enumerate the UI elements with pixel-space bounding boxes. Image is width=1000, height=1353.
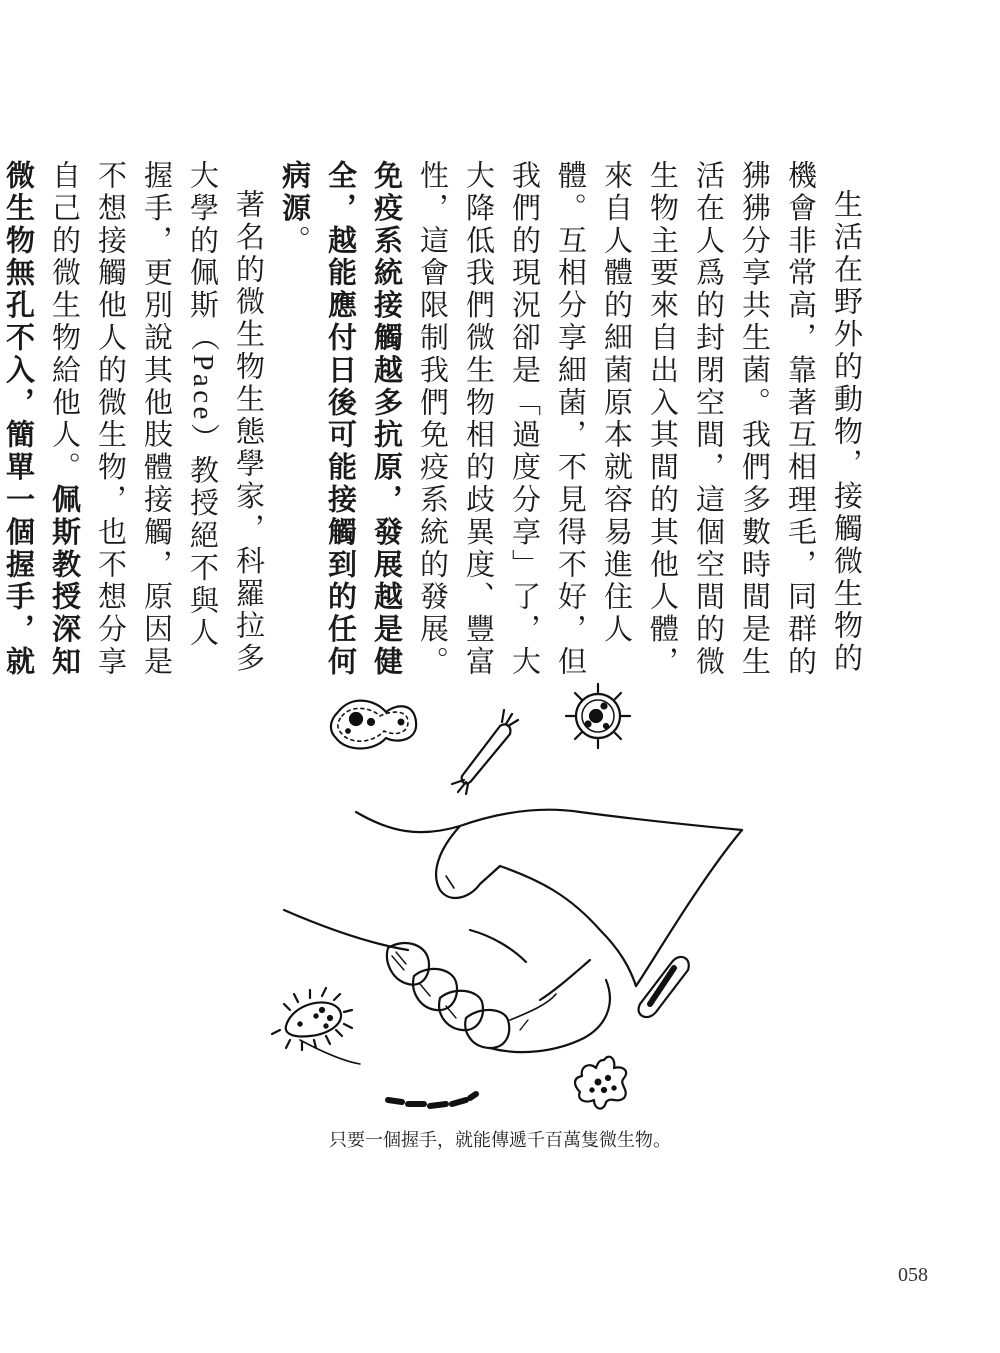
p2-bold-1: 佩斯教授深知微生物無孔不入，簡單一個握手，就 — [2, 160, 82, 679]
paragraph-2 — [0, 160, 272, 680]
vertical-body-text — [2, 160, 870, 680]
p1-bold-1: 免疫系統接觸越多抗原，發展越是健全，越能應付日後可能接觸到的任何病源 — [278, 160, 404, 679]
capsule-bacterium-icon — [639, 957, 689, 1017]
p1-text-2: 。 — [278, 224, 312, 258]
p2-pace: （Pace） — [187, 322, 219, 456]
star-microbe-icon — [575, 1057, 626, 1109]
figure-caption: 只要一個握手，就能傳遞千百萬隻微生物。 — [329, 1130, 671, 1151]
bacteria-chain-icon — [388, 1094, 476, 1106]
ciliate-icon — [272, 988, 352, 1050]
page-number: 058 — [898, 1264, 928, 1286]
p2-text-1: 著名的微生物生態學家，科羅拉多大學的佩斯 — [186, 160, 266, 675]
amoeba-icon — [331, 701, 416, 749]
paragraph-1 — [272, 160, 870, 680]
p2-text-2: 教授絕不與人握手，更別說其他肢體接觸，原因是不想接觸他人的微生物，也不想分享自己的微生物給他人。 — [48, 160, 220, 679]
p1-text-1: 生活在野外的動物，接觸微生物的機會非常高，靠著互相理毛，同群的狒狒分享共生菌。我們多數時間是生活在人爲的封閉空間，這個空間的微生物主要來自出入其間的其他人體，來自人體的細菌原本就容易進住人體。互相分享細菌，不見得不好，但我們的現況卻是「過度分享」了，大大降低我們微生物相的歧異度、豐富性，這會限制我們免疫系統的發展。 — [416, 160, 864, 679]
rod-bacterium-icon — [452, 710, 518, 794]
virus-icon — [566, 684, 630, 748]
handshake-illustration — [260, 680, 760, 1120]
